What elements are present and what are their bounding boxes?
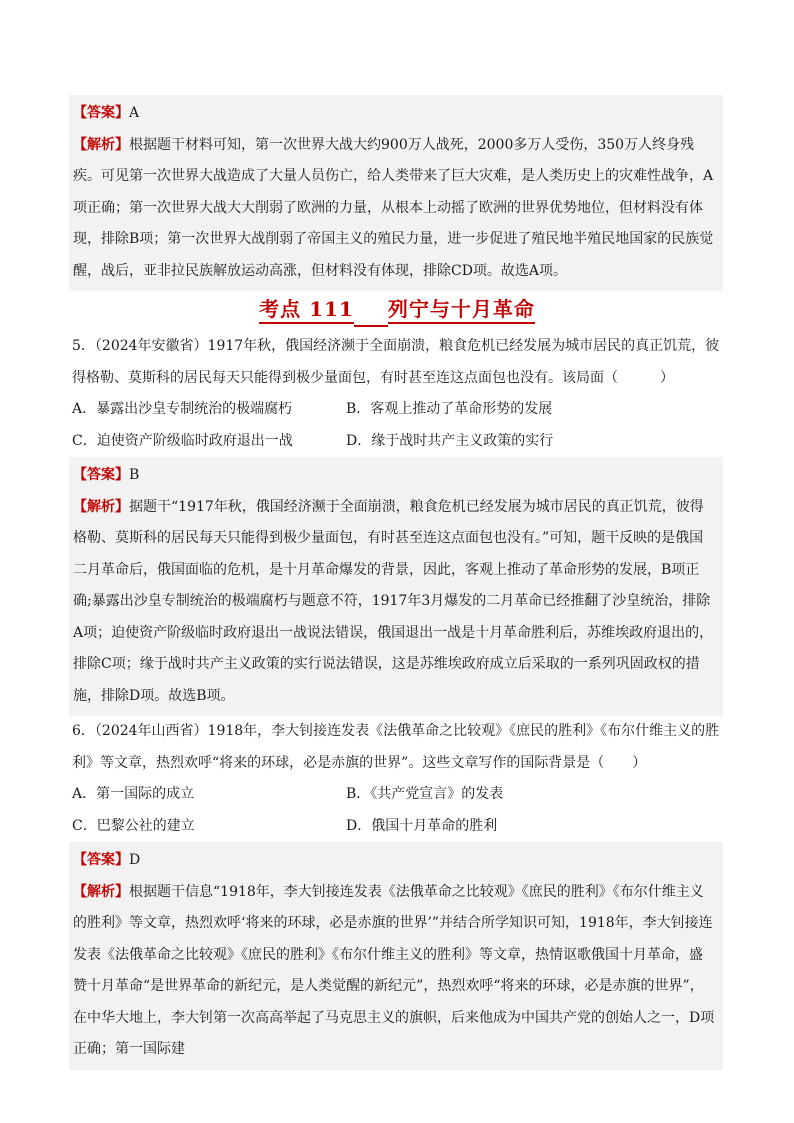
q5-option-c: C．迫使资产阶级临时政府退出一战 bbox=[72, 432, 293, 449]
analysis-tag: 【解析】 bbox=[73, 498, 129, 515]
section-number: 考点 111 bbox=[259, 297, 354, 324]
answer-value: D bbox=[129, 852, 141, 868]
q5-option-a: A．暴露出沙皇专制统治的极端腐朽 bbox=[72, 401, 293, 417]
analysis-text: 据题干“1917年秋，俄国经济濒于全面崩溃，粮食危机已经发展为城市居民的真正饥荒，彼得格勒、莫斯科的居民每天只能得到极少量面包，有时甚至连这点面包也没有。”可知，题干反映的是俄国二月革命后，俄国面临的危机，是十月革命爆发的背景，因此，客观上推动了革命形势的发展，B项正确;暴露出沙皇专制统治的极端腐朽与题意不符，1917年3月爆发的二月革命已经推翻了沙皇统治，排除A项；迫使资产阶级临时政府退出一战说法错误，俄国退出一战是十月革命胜利后，苏维埃政府退出的，排除C项；缘于战时共产主义政策的实行说法错误，这是苏维埃政府成立后采取的一系列巩固政权的措施，排除D项。故选B项。 bbox=[73, 498, 714, 704]
answer-value: A bbox=[129, 105, 140, 121]
answer-block-q6 bbox=[69, 842, 723, 1070]
section-title: 列宁与十月革命 bbox=[388, 297, 535, 324]
q5-option-b: B．客观上推动了革命形势的发展 bbox=[346, 401, 553, 417]
analysis-text: 根据题干信息“1918年，李大钊接连发表《法俄革命之比较观》《庶民的胜利》《布尔什维主义的胜利》等文章，热烈欢呼‘将来的环球，必是赤旗的世界’”并结合所学知识可知，1918年，李大钊接连发表《法俄革命之比较观》《庶民的胜利》《布尔什维主义的胜利》等文章，热情讴歌俄国十月革命，盛赞十月革命“是世界革命的新纪元，是人类觉醒的新纪元”，热烈欢呼“将来的环球，必是赤旗的世界”，在中华大地上，李大钊第一次高高举起了马克思主义的旗帜，后来他成为中国共产党的创始人之一，D项正确；第一国际建 bbox=[73, 883, 715, 1057]
analysis-paragraph bbox=[73, 877, 715, 1066]
answer-block-q5 bbox=[69, 457, 723, 716]
question-6-stem: 6．（2024年山西省）1918年，李大钊接连发表《法俄革命之比较观》《庶民的胜利》《布尔什维主义的胜利》等文章，热烈欢呼“将来的环球，必是赤旗的世界”。这些文章写作的国际背景是（ ） bbox=[72, 723, 720, 771]
analysis-paragraph bbox=[73, 130, 715, 288]
q6-option-d: D．俄国十月革命的胜利 bbox=[346, 817, 498, 834]
q6-option-b: B．《共产党宣言》的发表 bbox=[346, 786, 504, 802]
answer-block-q4 bbox=[69, 95, 723, 291]
answer-line bbox=[73, 98, 715, 130]
question-6-options bbox=[72, 779, 723, 842]
q5-option-d: D．缘于战时共产主义政策的实行 bbox=[346, 432, 554, 449]
analysis-tag: 【解析】 bbox=[73, 136, 129, 153]
answer-tag: 【答案】 bbox=[73, 105, 129, 121]
analysis-tag: 【解析】 bbox=[73, 883, 129, 900]
answer-tag: 【答案】 bbox=[73, 467, 129, 483]
question-5-stem: 5．（2024年安徽省）1917年秋，俄国经济濒于全面崩溃，粮食危机已经发展为城市居民的真正饥荒，彼得格勒、莫斯科的居民每天只能得到极少量面包，有时甚至连这点面包也没有。该局面（ ） bbox=[72, 338, 720, 386]
analysis-paragraph bbox=[73, 492, 715, 713]
question-5-options bbox=[72, 394, 723, 457]
analysis-text: 根据题干材料可知，第一次世界大战大约900万人战死，2000多万人受伤，350万人终身残疾。可见第一次世界大战造成了大量人员伤亡，给人类带来了巨大灾难，是人类历史上的灾难性战争，A项正确；第一次世界大战大大削弱了欧洲的力量，从根本上动摇了欧洲的世界优势地位，但材料没有体现，排除B项；第一次世界大战削弱了帝国主义的殖民力量，进一步促进了殖民地半殖民地国家的民族觉醒，战后，亚非拉民族解放运动高涨，但材料没有体现，排除CD项。故选A项。 bbox=[73, 136, 714, 279]
answer-value: B bbox=[129, 467, 140, 483]
answer-line bbox=[73, 460, 715, 492]
answer-line bbox=[73, 845, 715, 877]
answer-tag: 【答案】 bbox=[73, 852, 129, 868]
q6-option-c: C．巴黎公社的建立 bbox=[72, 817, 195, 834]
heading-spacer bbox=[354, 294, 388, 327]
section-heading bbox=[0, 294, 794, 327]
q6-option-a: A．第一国际的成立 bbox=[72, 786, 195, 802]
